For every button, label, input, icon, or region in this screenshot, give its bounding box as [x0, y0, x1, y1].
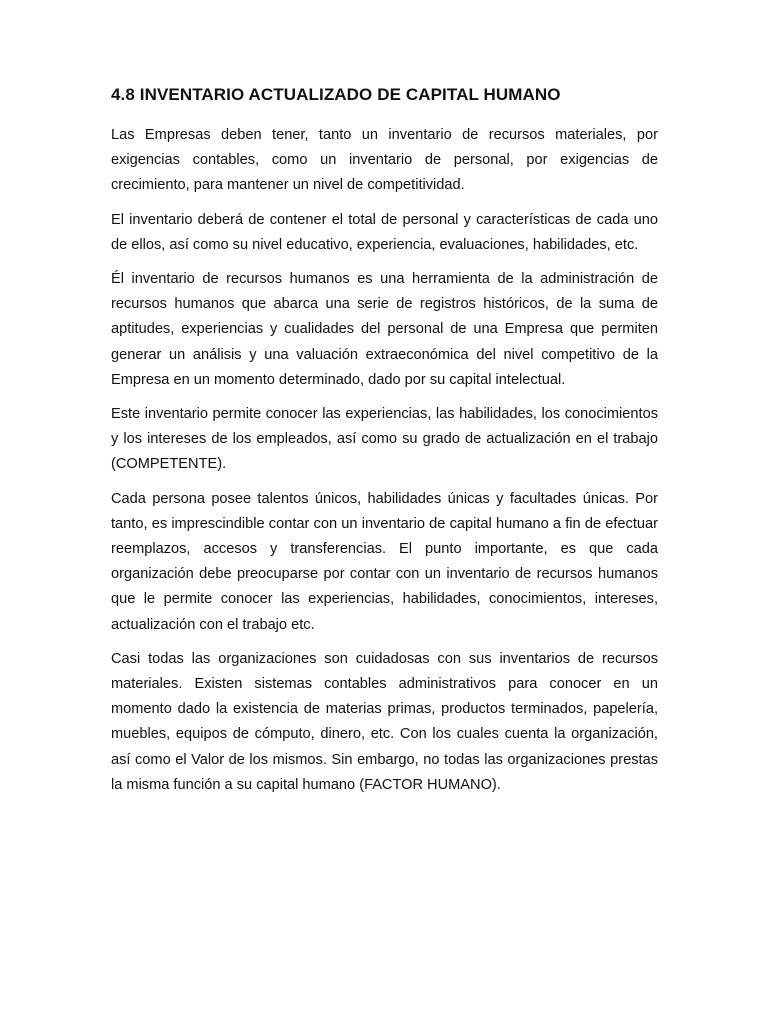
paragraph-1: Las Empresas deben tener, tanto un inventario de recursos materiales, por exigencias contables, como un inventario de personal, por exigencias de crecimiento, para mantener un nivel de competitividad.: [111, 127, 658, 194]
document-body: [111, 83, 658, 807]
section-heading: 4.8 INVENTARIO ACTUALIZADO DE CAPITAL HUMANO: [111, 85, 561, 104]
paragraph-3: Él inventario de recursos humanos es una herramienta de la administración de recursos humanos que abarca una serie de registros históricos, de la suma de aptitudes, experiencias y cualidades del personal de una Empresa que permiten generar un análisis y una valuación extraeconómica del nivel competitivo de la Empresa en un momento determinado, dado por su capital intelectual.: [111, 271, 658, 388]
paragraph-6: Casi todas las organizaciones son cuidadosas con sus inventarios de recursos materiales. Existen sistemas contables administrativos para conocer en un momento dado la existencia de materias primas, productos terminados, papelería, muebles, equipos de cómputo, dinero, etc. Con los cuales cuenta la organización, así como el Valor de los mismos. Sin embargo, no todas las organizaciones prestas la misma función a su capital humano (FACTOR HUMANO).: [111, 650, 658, 793]
paragraph-2: El inventario deberá de contener el total de personal y características de cada uno de ellos, así como su nivel educativo, experiencia, evaluaciones, habilidades, etc.: [111, 211, 658, 253]
paragraph-5: Cada persona posee talentos únicos, habilidades únicas y facultades únicas. Por tanto, es imprescindible contar con un inventario de capital humano a fin de efectuar reemplazos, accesos y transferencias. El punto importante, es que cada organización debe preocuparse por contar con un inventario de recursos humanos que le permite conocer las experiencias, habilidades, conocimientos, intereses, actualización con el trabajo etc.: [111, 490, 658, 633]
paragraph-4: Este inventario permite conocer las experiencias, las habilidades, los conocimientos y los intereses de los empleados, así como su grado de actualización en el trabajo (COMPETENTE).: [111, 406, 658, 473]
